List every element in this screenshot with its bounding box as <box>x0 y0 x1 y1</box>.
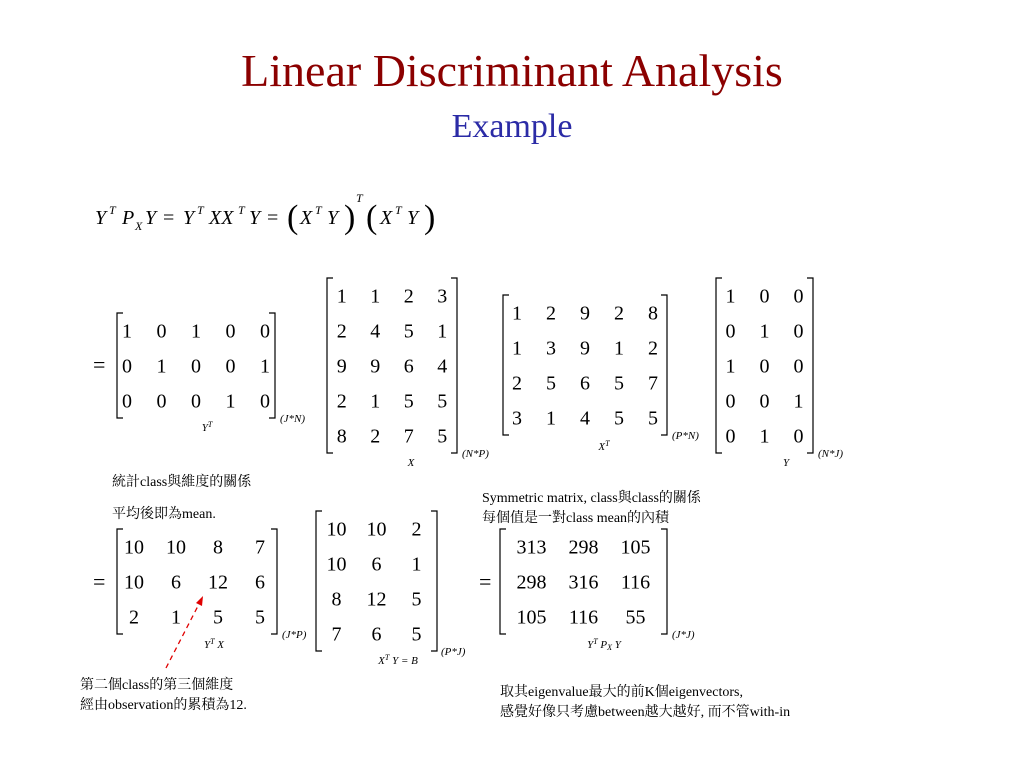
matrix-cell: 7 <box>648 372 658 395</box>
matrix-cell: 4 <box>580 407 590 430</box>
matrix-cell: 0 <box>225 355 236 378</box>
matrix-cell: 1 <box>614 337 624 360</box>
matrix-cell: 7 <box>331 623 342 646</box>
matrix-cell: 6 <box>403 355 414 378</box>
matrix-cell: 2 <box>336 320 347 343</box>
matrix-cell: 10 <box>326 553 347 576</box>
dimension-subscript: (P*N) <box>672 430 699 442</box>
svg-text:X: X <box>380 207 393 229</box>
svg-text:Y: Y <box>407 207 419 229</box>
matrix-cell: 2 <box>648 337 658 360</box>
left-bracket <box>716 278 722 453</box>
matrix-label: XT Y = B <box>378 653 418 667</box>
slide-subtitle: Example <box>451 108 573 145</box>
matrix-cell: 3 <box>437 285 448 308</box>
matrix-cell: 5 <box>648 407 658 430</box>
matrix-cell: 2 <box>336 390 347 413</box>
matrix-cell: 10 <box>326 518 347 541</box>
dimension-subscript: (N*J) <box>818 448 844 460</box>
matrix-cell: 2 <box>614 302 624 325</box>
matrix-cell: 0 <box>156 320 167 343</box>
matrix-cell: 105 <box>620 536 651 559</box>
svg-text:XX: XX <box>209 207 234 229</box>
note-line: 第二個class的第三個維度 <box>80 678 234 693</box>
matrix-cell: 7 <box>403 425 414 448</box>
matrix-cell: 1 <box>437 320 448 343</box>
matrix-label: Y <box>782 457 790 469</box>
dimension-subscript: (P*J) <box>441 646 466 658</box>
matrix-cell: 116 <box>620 571 651 594</box>
matrix-cell: 2 <box>411 518 422 541</box>
matrix-xt <box>503 295 699 453</box>
right-bracket <box>451 278 457 453</box>
matrix-cell: 0 <box>725 390 736 413</box>
note-line: 每個值是一對class mean的內積 <box>482 511 670 526</box>
matrix-x <box>327 278 489 469</box>
matrix-label: YT X <box>203 637 225 651</box>
svg-text:T: T <box>109 203 116 217</box>
matrix-cell: 5 <box>403 390 414 413</box>
matrix-cell: 9 <box>580 337 590 360</box>
matrix-cell: 10 <box>124 536 144 559</box>
matrix-cell: 0 <box>725 425 736 448</box>
svg-text:=: = <box>267 207 279 229</box>
svg-text:(: ( <box>287 199 299 236</box>
matrix-cell: 10 <box>124 571 144 594</box>
matrix-label: XT <box>598 439 610 453</box>
matrix-cell: 5 <box>437 390 448 413</box>
matrix-cell: 1 <box>411 553 422 576</box>
matrix-yt <box>117 313 305 434</box>
matrix-cell: 12 <box>366 588 387 611</box>
matrix-cell: 1 <box>370 390 381 413</box>
matrix-cell: 5 <box>411 588 422 611</box>
matrix-cell: 6 <box>255 571 265 594</box>
note-class-dimension <box>112 473 251 525</box>
right-bracket <box>431 511 437 651</box>
matrix-cell: 0 <box>191 355 201 378</box>
svg-text:X: X <box>300 207 313 229</box>
matrix-cell: 5 <box>614 372 624 395</box>
svg-text:P: P <box>122 207 135 229</box>
svg-text:): ) <box>344 199 356 236</box>
matrix-cell: 5 <box>411 623 422 646</box>
matrix-cell: 1 <box>725 355 736 378</box>
matrix-cell: 0 <box>793 285 804 308</box>
matrix-label: X <box>407 457 415 469</box>
matrix-cell: 0 <box>191 390 201 413</box>
matrix-cell: 55 <box>625 606 646 629</box>
matrix-cell: 0 <box>225 320 236 343</box>
matrix-cell: 8 <box>336 425 347 448</box>
matrix-cell: 9 <box>370 355 381 378</box>
matrix-cell: 6 <box>371 553 382 576</box>
svg-text:T: T <box>356 191 363 205</box>
matrix-ytx <box>117 529 307 651</box>
matrix-y <box>716 278 843 469</box>
svg-text:Y: Y <box>183 207 195 229</box>
svg-text:=: = <box>163 207 175 229</box>
slide-title: Linear Discriminant Analysis <box>241 45 783 96</box>
matrix-cell: 0 <box>759 355 770 378</box>
matrix-cell: 4 <box>370 320 381 343</box>
matrix-cell: 1 <box>759 425 770 448</box>
svg-text:T: T <box>238 203 245 217</box>
matrix-cell: 105 <box>516 606 547 629</box>
matrix-cell: 1 <box>793 390 804 413</box>
matrix-cell: 0 <box>793 355 804 378</box>
matrix-cell: 5 <box>255 606 265 629</box>
matrix-cell: 5 <box>403 320 414 343</box>
matrix-cell: 0 <box>260 390 270 413</box>
right-bracket <box>661 529 667 634</box>
top-equation <box>95 191 435 236</box>
matrix-cell: 1 <box>512 302 522 325</box>
matrix-cell: 1 <box>512 337 522 360</box>
matrix-res <box>500 529 695 652</box>
matrix-cell: 0 <box>759 285 770 308</box>
left-bracket <box>316 511 322 651</box>
matrix-cell: 10 <box>166 536 186 559</box>
matrix-cell: 298 <box>516 571 547 594</box>
dimension-subscript: (J*P) <box>282 629 307 641</box>
matrix-cell: 1 <box>171 606 181 629</box>
matrix-cell: 0 <box>725 320 736 343</box>
matrix-cell: 0 <box>156 390 167 413</box>
matrix-cell: 5 <box>213 606 223 629</box>
note-accumulation <box>80 676 247 716</box>
matrix-cell: 0 <box>793 425 804 448</box>
note-line: 經由observation的累積為12. <box>80 698 247 713</box>
matrix-cell: 3 <box>546 337 556 360</box>
matrix-cell: 0 <box>260 320 270 343</box>
left-bracket <box>503 295 509 435</box>
equals-sign-row2: = <box>93 569 106 594</box>
matrix-cell: 3 <box>512 407 522 430</box>
matrix-label: YT PX Y <box>587 637 621 652</box>
matrix-cell: 1 <box>759 320 770 343</box>
svg-text:Y: Y <box>327 207 339 229</box>
matrix-cell: 1 <box>370 285 381 308</box>
svg-text:T: T <box>395 203 402 217</box>
right-bracket <box>807 278 813 453</box>
matrix-cell: 1 <box>336 285 347 308</box>
svg-text:Y: Y <box>95 207 107 229</box>
matrix-cell: 2 <box>129 606 139 629</box>
note-eigenvectors <box>500 683 790 723</box>
matrix-cell: 8 <box>648 302 658 325</box>
matrix-cell: 2 <box>403 285 414 308</box>
matrix-cell: 0 <box>122 355 132 378</box>
dimension-subscript: (J*J) <box>672 629 695 641</box>
matrix-cell: 298 <box>568 536 599 559</box>
matrix-cell: 8 <box>213 536 223 559</box>
matrix-cell: 6 <box>371 623 382 646</box>
svg-text:T: T <box>315 203 322 217</box>
matrix-cell: 12 <box>208 571 228 594</box>
left-bracket <box>327 278 333 453</box>
matrix-cell: 2 <box>546 302 556 325</box>
note-line: 感覺好像只考慮between越大越好, 而不管with-in <box>500 705 791 720</box>
matrix-cell: 5 <box>437 425 448 448</box>
matrix-cell: 0 <box>122 390 132 413</box>
note-line: Symmetric matrix, class與class的關係 <box>482 491 701 506</box>
matrix-cell: 5 <box>614 407 624 430</box>
matrix-xty <box>316 511 466 667</box>
matrix-cell: 1 <box>225 390 236 413</box>
left-bracket <box>117 529 123 634</box>
matrix-cell: 1 <box>260 355 270 378</box>
svg-text:X: X <box>135 219 143 233</box>
matrix-cell: 0 <box>759 390 770 413</box>
matrix-cell: 313 <box>516 536 547 559</box>
equals-sign-row1: = <box>93 352 106 377</box>
matrix-cell: 1 <box>725 285 736 308</box>
dimension-subscript: (J*N) <box>280 413 306 425</box>
matrix-cell: 1 <box>156 355 167 378</box>
matrix-cell: 1 <box>546 407 556 430</box>
matrix-cell: 6 <box>171 571 181 594</box>
svg-text:(: ( <box>366 199 378 236</box>
matrix-cell: 2 <box>370 425 381 448</box>
matrix-cell: 316 <box>568 571 599 594</box>
matrix-cell: 10 <box>366 518 387 541</box>
matrix-cell: 0 <box>793 320 804 343</box>
matrix-cell: 9 <box>580 302 590 325</box>
matrix-cell: 9 <box>336 355 347 378</box>
matrix-cell: 2 <box>512 372 522 395</box>
matrix-cell: 4 <box>437 355 448 378</box>
note-line: 平均後即為mean. <box>112 507 216 522</box>
note-line: 統計class與維度的關係 <box>112 475 252 490</box>
left-bracket <box>500 529 506 634</box>
dimension-subscript: (N*P) <box>462 448 489 460</box>
matrix-cell: 1 <box>122 320 132 343</box>
matrix-cell: 8 <box>331 588 342 611</box>
right-bracket <box>271 529 277 634</box>
matrix-cell: 6 <box>580 372 590 395</box>
matrix-cell: 5 <box>546 372 556 395</box>
svg-text:T: T <box>197 203 204 217</box>
svg-text:): ) <box>424 199 436 236</box>
equals-sign-result: = <box>479 569 492 594</box>
matrix-cell: 1 <box>191 320 201 343</box>
right-bracket <box>661 295 667 435</box>
matrix-cell: 116 <box>568 606 599 629</box>
svg-text:Y: Y <box>249 207 261 229</box>
note-line: 取其eigenvalue最大的前K個eigenvectors, <box>500 685 743 700</box>
matrix-cell: 7 <box>255 536 265 559</box>
matrix-label: YT <box>201 420 213 434</box>
svg-text:Y: Y <box>145 207 157 229</box>
note-symmetric <box>482 489 701 529</box>
